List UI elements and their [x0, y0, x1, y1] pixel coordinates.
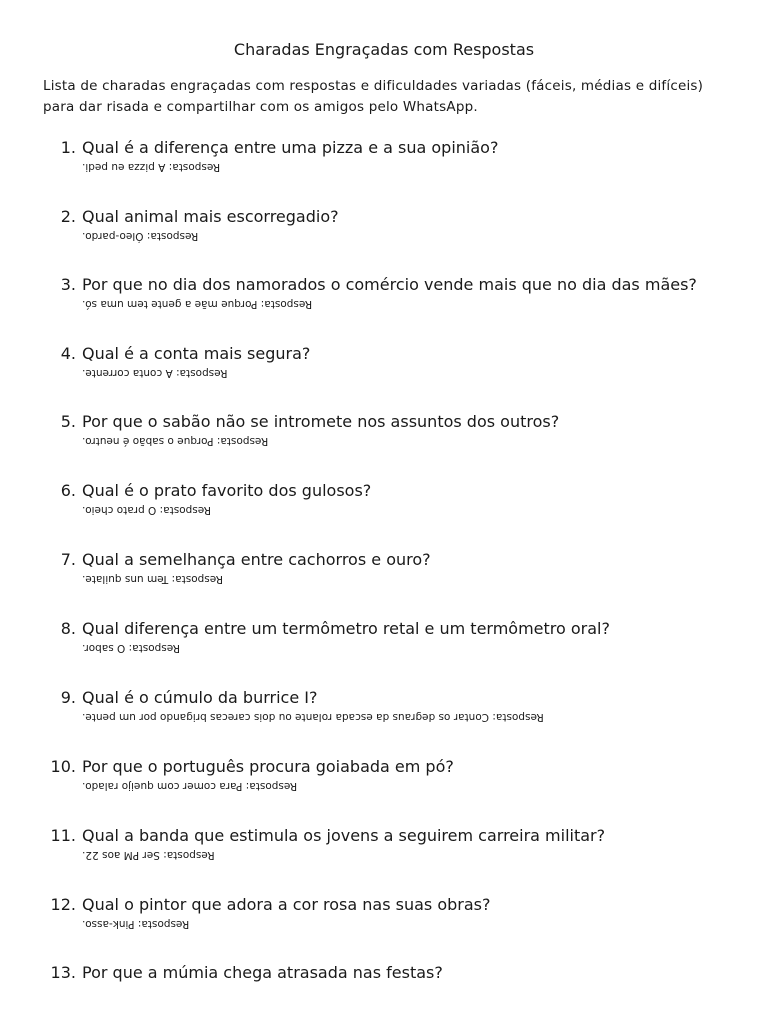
- riddle-question: Por que no dia dos namorados o comércio vende mais que no dia das mães?: [82, 275, 697, 294]
- riddle-item: [0, 550, 768, 610]
- riddle-question: Qual a banda que estimula os jovens a seguirem carreira militar?: [82, 826, 606, 845]
- riddle-item: [0, 619, 768, 679]
- riddle-item: [0, 688, 768, 748]
- riddle-question: Qual é o cúmulo da burrice I?: [82, 688, 318, 707]
- riddle-answer: Resposta: Porque mãe a gente tem uma só.: [82, 298, 313, 310]
- riddle-number: 10.: [50, 757, 76, 776]
- riddle-item: [0, 895, 768, 955]
- riddle-number: 7.: [60, 550, 76, 569]
- riddle-number: 13.: [50, 963, 76, 982]
- riddle-item: [0, 826, 768, 886]
- riddle-number: 6.: [60, 481, 76, 500]
- riddle-question: Por que o português procura goiabada em pó?: [82, 757, 454, 776]
- riddle-answer: Resposta: O sabor.: [82, 642, 181, 654]
- riddle-answer: Resposta: Tem uns quilate.: [82, 573, 224, 585]
- riddle-question: Qual é a conta mais segura?: [82, 344, 311, 363]
- riddle-answer: Resposta: A pizza eu pedi.: [82, 161, 221, 173]
- riddle-answer: Resposta: Óleo-pardo.: [82, 230, 199, 242]
- riddle-item: [0, 344, 768, 404]
- riddle-question: Qual o pintor que adora a cor rosa nas suas obras?: [82, 895, 491, 914]
- riddle-number: 12.: [50, 895, 76, 914]
- riddle-item: [0, 757, 768, 817]
- intro-paragraph: Lista de charadas engraçadas com respostas e dificuldades variadas (fáceis, médias e difíceis) para dar risada e compartilhar com os amigos pelo WhatsApp.: [43, 78, 704, 115]
- riddle-item: [0, 275, 768, 335]
- riddle-question: Qual animal mais escorregadio?: [82, 207, 339, 226]
- riddle-question: Qual diferença entre um termômetro retal e um termômetro oral?: [82, 619, 610, 638]
- riddle-number: 11.: [50, 826, 76, 845]
- riddle-answer: Resposta: Porque o sabão é neutro.: [82, 435, 269, 447]
- riddle-answer: Resposta: A conta corrente.: [82, 367, 228, 379]
- riddle-item: [0, 138, 768, 198]
- riddle-item: [0, 481, 768, 541]
- riddle-question: Por que o sabão não se intromete nos assuntos dos outros?: [82, 412, 560, 431]
- riddle-number: 5.: [60, 412, 76, 431]
- riddle-answer: Resposta: Pink-asso.: [82, 918, 190, 930]
- riddle-question: Por que a múmia chega atrasada nas festas?: [82, 963, 443, 982]
- riddle-number: 4.: [60, 344, 76, 363]
- riddle-question: Qual é a diferença entre uma pizza e a sua opinião?: [82, 138, 499, 157]
- riddle-number: 1.: [60, 138, 76, 157]
- riddle-number: 2.: [60, 207, 76, 226]
- riddle-question: Qual é o prato favorito dos gulosos?: [82, 481, 372, 500]
- riddle-number: 3.: [60, 275, 76, 294]
- riddle-number: 9.: [60, 688, 76, 707]
- riddle-number: 8.: [60, 619, 76, 638]
- document-title: Charadas Engraçadas com Respostas: [233, 40, 535, 59]
- riddle-answer: Resposta: Ser PM aos 22.: [82, 849, 215, 861]
- riddle-item: [0, 963, 768, 1023]
- riddle-question: Qual a semelhança entre cachorros e ouro?: [82, 550, 431, 569]
- riddle-answer: Resposta: O prato cheio.: [82, 504, 212, 516]
- riddle-answer: Resposta: Para comer com queijo ralado.: [82, 780, 298, 792]
- riddle-item: [0, 412, 768, 472]
- riddle-answer: Resposta: Contar os degraus da escada rolante ou dois carecas brigando por um pente.: [82, 711, 544, 723]
- riddle-item: [0, 207, 768, 267]
